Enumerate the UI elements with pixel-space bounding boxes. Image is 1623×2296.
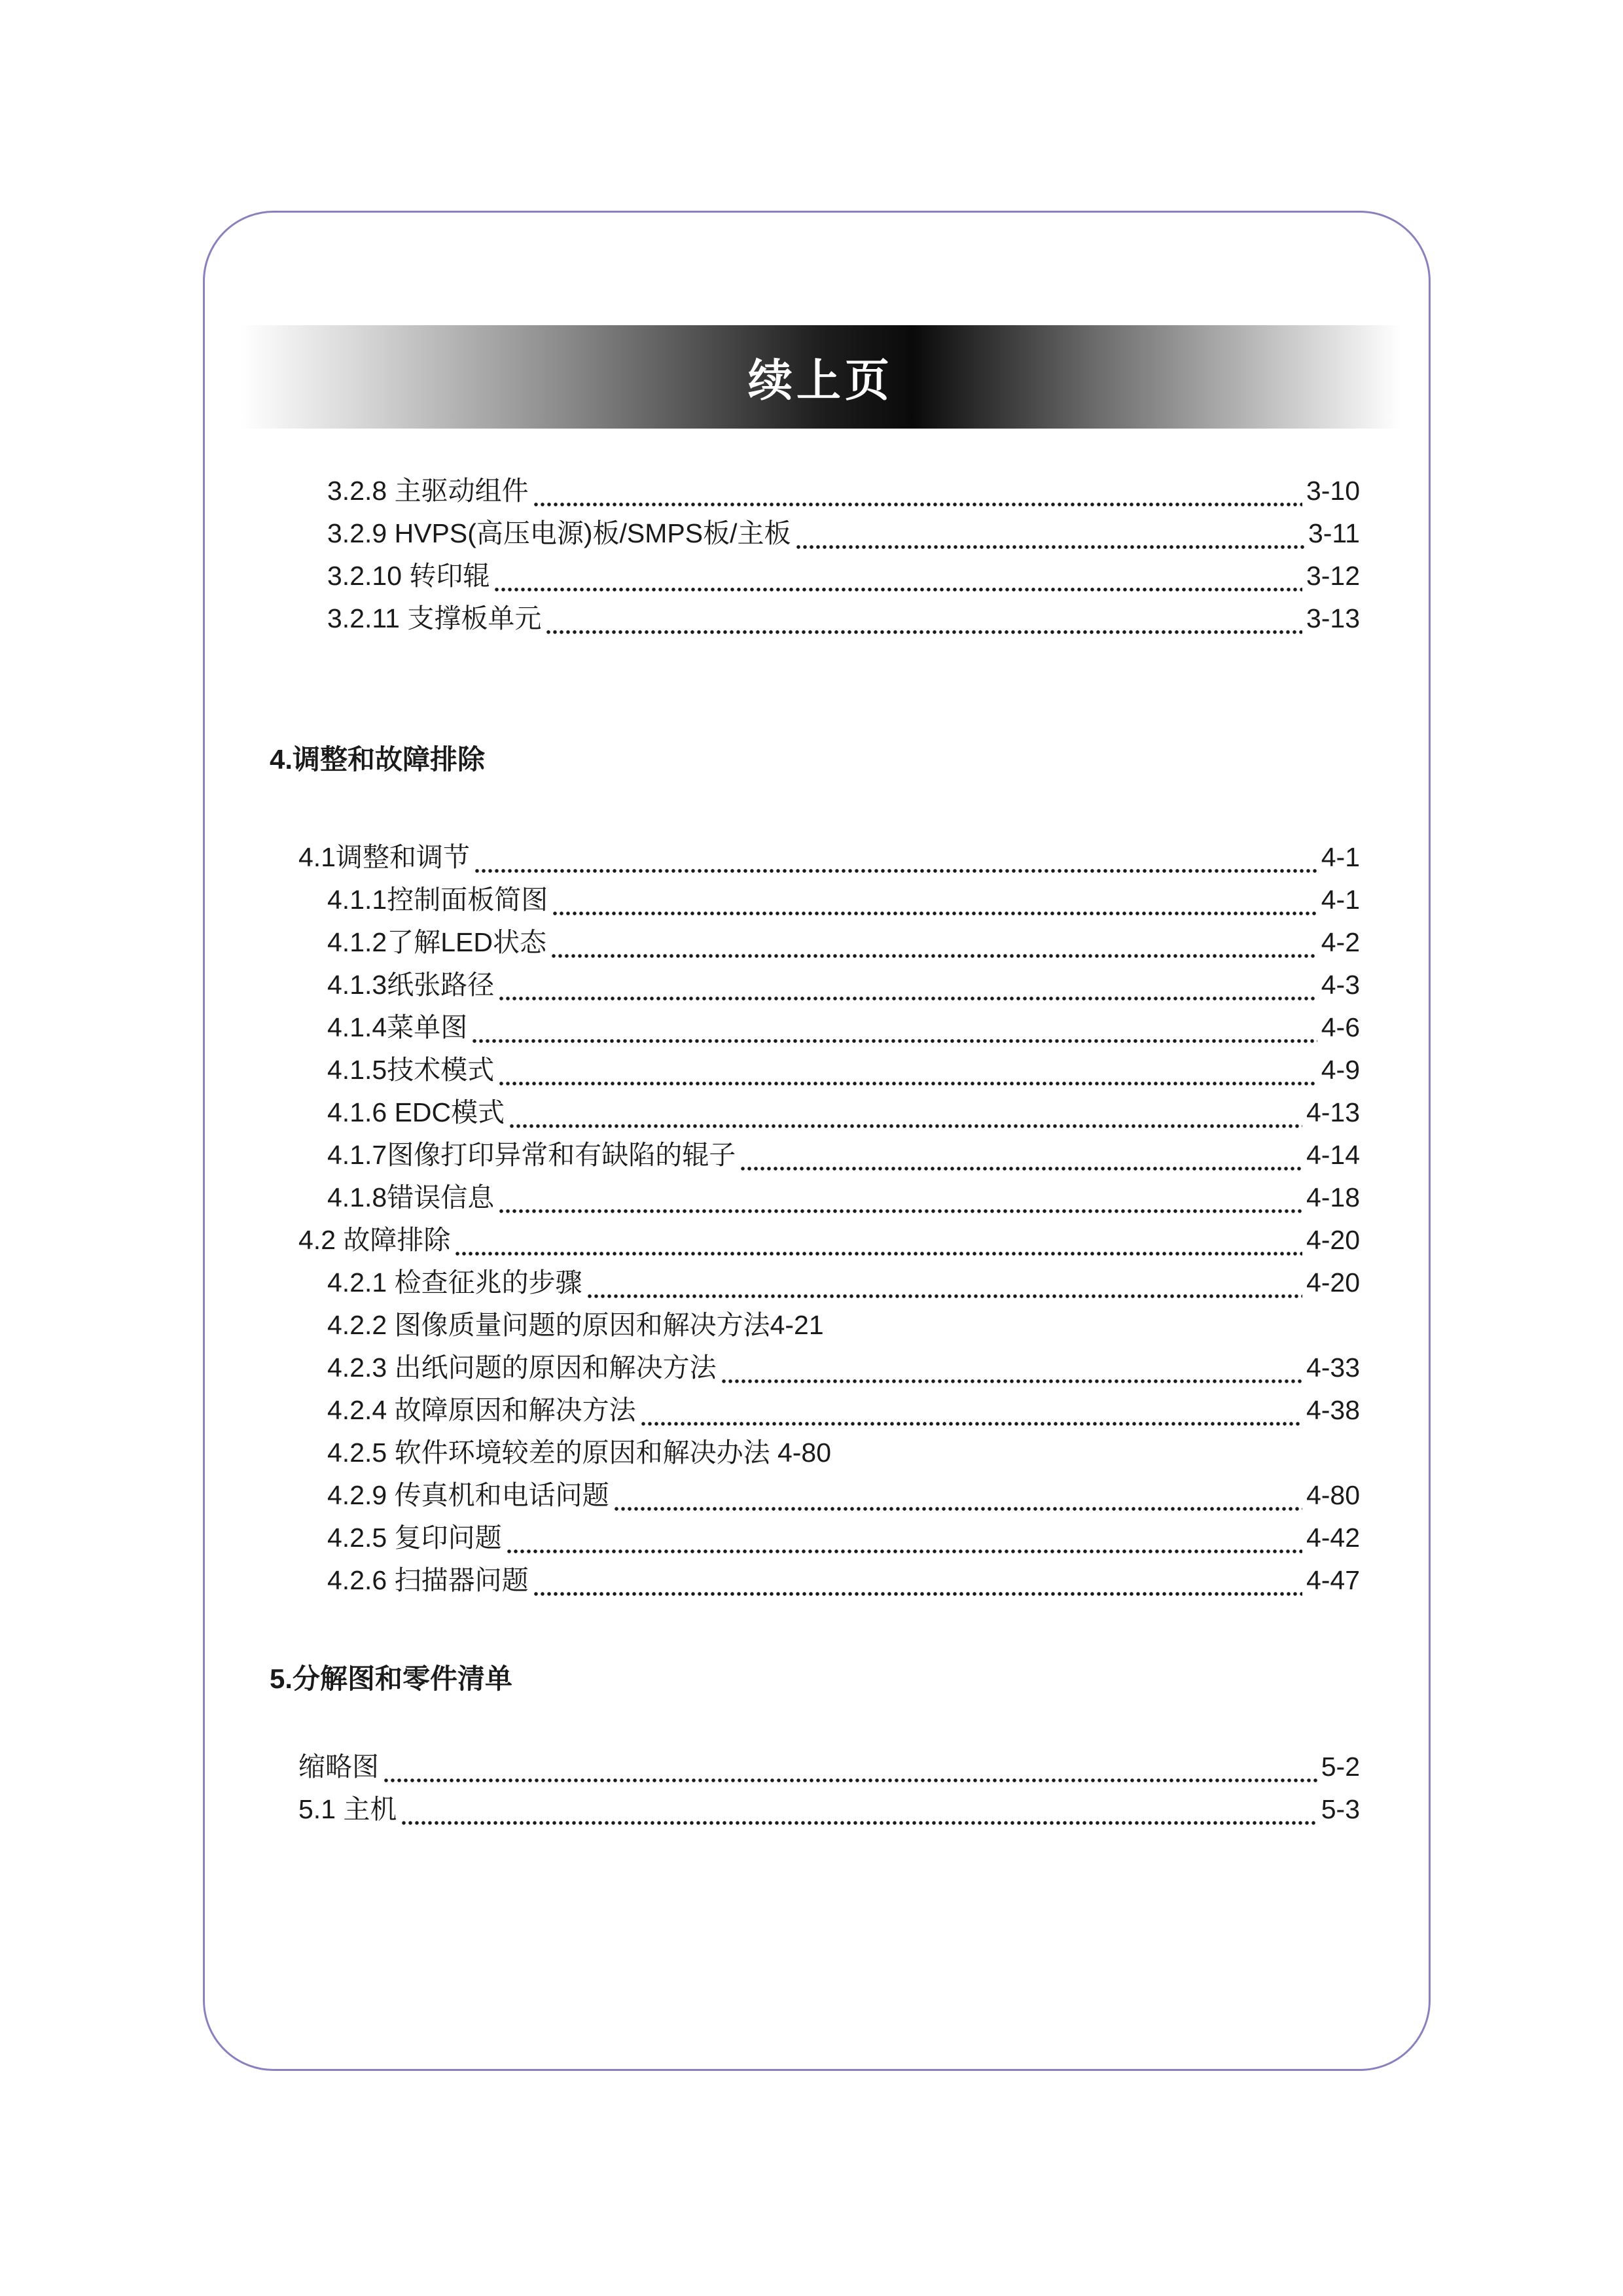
toc-entry-page: 4-2 (1321, 927, 1360, 957)
leader-dots (401, 1788, 1317, 1830)
toc-entry-label: 4.2.3 出纸问题的原因和解决方法 (327, 1352, 717, 1383)
toc-entry-4-1-6[interactable] (327, 1091, 1360, 1133)
toc-entry-4-1-2[interactable] (327, 921, 1360, 963)
toc-entry-page: 5-2 (1321, 1752, 1360, 1782)
toc-entry-page: 4-38 (1306, 1395, 1360, 1425)
toc-entry-4-2-3[interactable] (327, 1347, 1360, 1388)
toc-entry-page: 4-6 (1321, 1012, 1360, 1042)
toc-entry-4-2-9[interactable] (327, 1474, 1360, 1516)
leader-dots (533, 1559, 1302, 1601)
toc-entry-label: 4.2.9 传真机和电话问题 (327, 1480, 609, 1510)
toc-entry-page: 4-9 (1321, 1055, 1360, 1085)
toc-entry-4-1-1[interactable] (327, 879, 1360, 921)
toc-entry-label: 4.1.8错误信息 (327, 1182, 495, 1212)
toc-entry-label: 5.1 主机 (298, 1794, 397, 1824)
leader-dots (498, 1049, 1317, 1091)
toc-entry-thumbnail[interactable] (298, 1746, 1360, 1788)
toc-entry-4-1-8[interactable] (327, 1176, 1360, 1218)
leader-dots (383, 1746, 1317, 1788)
toc-entry-label: 4.2.5 软件环境较差的原因和解决办法 4-80 (327, 1438, 832, 1468)
toc-entry-4-2-4[interactable] (327, 1389, 1360, 1431)
toc-entry-page: 4-33 (1306, 1352, 1360, 1383)
toc-entry-4-2-5-copy[interactable] (327, 1517, 1360, 1559)
chapter-4-heading: 4.调整和故障排除 (270, 744, 486, 775)
chapter-5-heading: 5.分解图和零件清单 (270, 1663, 513, 1694)
toc-entry-4-1[interactable] (298, 836, 1360, 878)
toc-entry-page: 5-3 (1321, 1794, 1360, 1824)
leader-dots (721, 1347, 1302, 1388)
toc-entry-page: 4-20 (1306, 1267, 1360, 1298)
leader-dots (498, 1176, 1302, 1218)
toc-entry-label: 3.2.10 转印辊 (327, 561, 490, 591)
leader-dots (586, 1262, 1302, 1303)
leader-dots (471, 1006, 1317, 1048)
toc-entry-label: 4.1.5技术模式 (327, 1055, 495, 1085)
toc-entry-page: 3-10 (1306, 476, 1360, 506)
toc-entry-4-2-1[interactable] (327, 1262, 1360, 1303)
toc-entry-label: 4.2.2 图像质量问题的原因和解决方法4-21 (327, 1310, 824, 1340)
toc-entry-label: 4.2.1 检查征兆的步骤 (327, 1267, 582, 1298)
toc-entry-page: 4-14 (1306, 1140, 1360, 1170)
toc-entry-label: 4.1调整和调节 (298, 842, 470, 872)
toc-entry-page: 4-1 (1321, 842, 1360, 872)
toc-entry-page: 4-3 (1321, 970, 1360, 1000)
toc-entry-label: 3.2.8 主驱动组件 (327, 476, 529, 506)
toc-entry-label: 3.2.9 HVPS(高压电源)板/SMPS板/主板 (327, 518, 791, 548)
toc-entry-page: 4-80 (1306, 1480, 1360, 1510)
toc-entry-page: 4-42 (1306, 1523, 1360, 1553)
toc-entry-page: 3-12 (1306, 561, 1360, 591)
toc-entry-label: 4.1.1控制面板简图 (327, 885, 548, 915)
toc-entry-3-2-9[interactable] (327, 512, 1360, 554)
leader-dots (740, 1134, 1302, 1176)
toc-entry-label: 缩略图 (298, 1752, 379, 1782)
toc-entry-label: 4.1.6 EDC模式 (327, 1097, 505, 1127)
leader-dots (454, 1219, 1302, 1261)
leader-dots (474, 836, 1317, 878)
toc-entry-4-2[interactable] (298, 1219, 1360, 1261)
toc-entry-4-1-3[interactable] (327, 964, 1360, 1006)
toc-entry-page: 4-18 (1306, 1182, 1360, 1212)
toc-entry-label: 4.2 故障排除 (298, 1225, 451, 1255)
toc-entry-3-2-10[interactable] (327, 555, 1360, 597)
toc-entry-4-1-7[interactable] (327, 1134, 1360, 1176)
toc-entry-label: 3.2.11 支撑板单元 (327, 603, 542, 633)
toc-entry-4-2-2[interactable] (327, 1304, 1360, 1346)
toc-entry-4-2-6[interactable] (327, 1559, 1360, 1601)
toc-entry-page: 4-47 (1306, 1565, 1360, 1595)
leader-dots (533, 470, 1302, 512)
leader-dots (550, 921, 1317, 963)
toc-entry-4-1-5[interactable] (327, 1049, 1360, 1091)
toc-entry-page: 3-13 (1306, 603, 1360, 633)
leader-dots (613, 1474, 1302, 1516)
continued-banner (241, 325, 1400, 429)
toc-entry-5-1[interactable] (298, 1788, 1360, 1830)
toc-entry-page: 4-1 (1321, 885, 1360, 915)
leader-dots (640, 1389, 1302, 1431)
toc-entry-label: 4.2.5 复印问题 (327, 1523, 502, 1553)
toc-entry-label: 4.2.6 扫描器问题 (327, 1565, 529, 1595)
toc-entry-page: 4-13 (1306, 1097, 1360, 1127)
leader-dots (493, 555, 1302, 597)
toc-entry-label: 4.1.3纸张路径 (327, 970, 495, 1000)
leader-dots (795, 512, 1304, 554)
toc-entry-page: 4-20 (1306, 1225, 1360, 1255)
leader-dots (545, 597, 1302, 639)
toc-entry-4-2-5-software[interactable] (327, 1432, 1360, 1474)
toc-entry-page: 3-11 (1308, 518, 1360, 548)
toc-entry-3-2-8[interactable] (327, 470, 1360, 512)
leader-dots (498, 964, 1317, 1006)
toc-entry-label: 4.2.4 故障原因和解决方法 (327, 1395, 636, 1425)
leader-dots (508, 1091, 1302, 1133)
toc-entry-label: 4.1.2了解LED状态 (327, 927, 546, 957)
banner-title: 续上页 (747, 355, 893, 406)
toc-entry-4-1-4[interactable] (327, 1006, 1360, 1048)
leader-dots (506, 1517, 1302, 1559)
toc-entry-3-2-11[interactable] (327, 597, 1360, 639)
toc-entry-label: 4.1.4菜单图 (327, 1012, 468, 1042)
toc-entry-label: 4.1.7图像打印异常和有缺陷的辊子 (327, 1140, 736, 1170)
leader-dots (552, 879, 1317, 921)
